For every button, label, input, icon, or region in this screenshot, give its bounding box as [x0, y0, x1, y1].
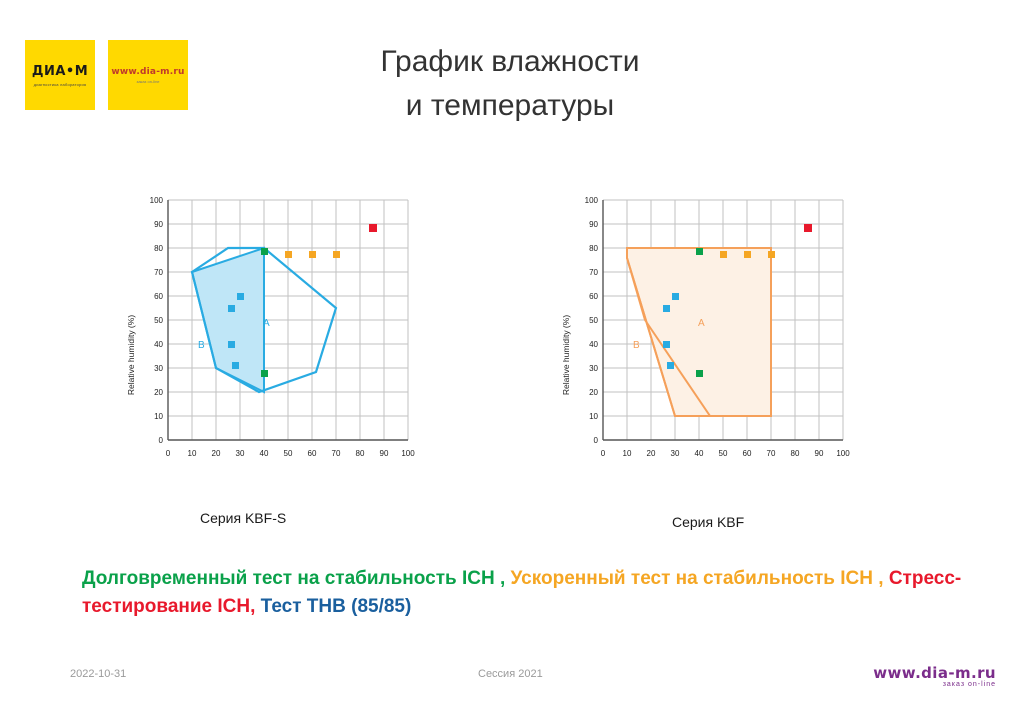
page-title-line1: График влажности [380, 45, 640, 78]
legend-description [82, 565, 962, 620]
svg-text:100: 100 [584, 196, 598, 205]
svg-text:10: 10 [187, 449, 197, 458]
chart-kbf-xticks [601, 449, 850, 458]
svg-text:20: 20 [211, 449, 221, 458]
svg-text:80: 80 [589, 244, 598, 253]
svg-text:90: 90 [154, 220, 163, 229]
chart-kbf-svg [555, 190, 885, 500]
svg-text:20: 20 [589, 388, 598, 397]
chart-kbf-ylabel: Relative humidity (%) [561, 314, 571, 396]
svg-text:60: 60 [589, 292, 598, 301]
svg-text:50: 50 [283, 449, 293, 458]
chart-kbf [555, 190, 885, 505]
svg-text:60: 60 [742, 449, 752, 458]
logo-diam-subtext: диагностика лаборатория [33, 81, 87, 87]
chart-kbf-s-xticks [166, 449, 415, 458]
svg-text:70: 70 [154, 268, 163, 277]
svg-text:100: 100 [836, 449, 850, 458]
chart-kbf-label-b: B [633, 340, 640, 351]
svg-text:30: 30 [154, 364, 163, 373]
svg-text:80: 80 [154, 244, 163, 253]
svg-text:50: 50 [718, 449, 728, 458]
chart-kbf-s-caption: Серия KBF-S [200, 510, 287, 526]
svg-text:30: 30 [589, 364, 598, 373]
svg-text:40: 40 [694, 449, 704, 458]
svg-text:30: 30 [235, 449, 245, 458]
svg-text:90: 90 [379, 449, 389, 458]
legend-stress: Стресс-тестирование ICH, [82, 568, 962, 617]
page-title-line2: и температуры [405, 88, 615, 122]
chart-kbf-s [120, 190, 450, 505]
svg-text:10: 10 [622, 449, 632, 458]
svg-text:0: 0 [593, 436, 598, 445]
footer-logo-text: www.dia-m.ru [873, 664, 996, 682]
svg-text:10: 10 [154, 412, 163, 421]
logo-website [108, 40, 188, 110]
page-title [250, 40, 770, 127]
footer-logo-subtext: заказ on-line [942, 681, 996, 688]
svg-text:10: 10 [589, 412, 598, 421]
svg-text:0: 0 [600, 449, 606, 458]
svg-text:60: 60 [307, 449, 317, 458]
svg-text:40: 40 [154, 340, 163, 349]
svg-text:50: 50 [154, 316, 163, 325]
svg-text:30: 30 [670, 449, 680, 458]
logo-diam [25, 40, 95, 110]
svg-text:20: 20 [646, 449, 656, 458]
svg-text:40: 40 [259, 449, 269, 458]
chart-kbf-s-label-a: A [263, 318, 270, 329]
chart-kbf-s-svg [120, 190, 450, 500]
legend-thb: Тест THB (85/85) [255, 595, 412, 617]
svg-text:60: 60 [154, 292, 163, 301]
svg-text:20: 20 [154, 388, 163, 397]
svg-text:70: 70 [331, 449, 341, 458]
logo-website-text: www.dia-m.ru [111, 66, 185, 77]
svg-text:50: 50 [589, 316, 598, 325]
legend-accelerated: Ускоренный тест на стабильность ICH , [505, 568, 884, 589]
svg-text:90: 90 [589, 220, 598, 229]
svg-text:0: 0 [158, 436, 163, 445]
footer-logo [873, 664, 996, 688]
svg-text:80: 80 [790, 449, 800, 458]
svg-text:0: 0 [165, 449, 171, 458]
chart-kbf-label-a: A [698, 318, 705, 329]
svg-text:80: 80 [355, 449, 365, 458]
svg-text:40: 40 [589, 340, 598, 349]
legend-longterm: Долговременный тест на стабильность ICH , [82, 568, 506, 589]
svg-text:70: 70 [766, 449, 776, 458]
logo-diam-text: ДИА•М [31, 63, 89, 79]
svg-text:90: 90 [814, 449, 824, 458]
footer-session: Сессия 2021 [478, 668, 543, 680]
logo-website-subtext: заказ on-line [136, 78, 160, 84]
chart-kbf-s-label-b: B [198, 340, 205, 351]
chart-kbf-caption: Серия KBF [672, 514, 745, 530]
chart-kbf-s-ylabel: Relative humidity (%) [126, 314, 136, 396]
chart-kbf-yticks [585, 196, 599, 445]
svg-text:100: 100 [149, 196, 163, 205]
footer-date: 2022-10-31 [70, 668, 127, 680]
svg-text:70: 70 [589, 268, 598, 277]
chart-kbf-s-yticks [150, 196, 164, 445]
svg-text:100: 100 [401, 449, 415, 458]
